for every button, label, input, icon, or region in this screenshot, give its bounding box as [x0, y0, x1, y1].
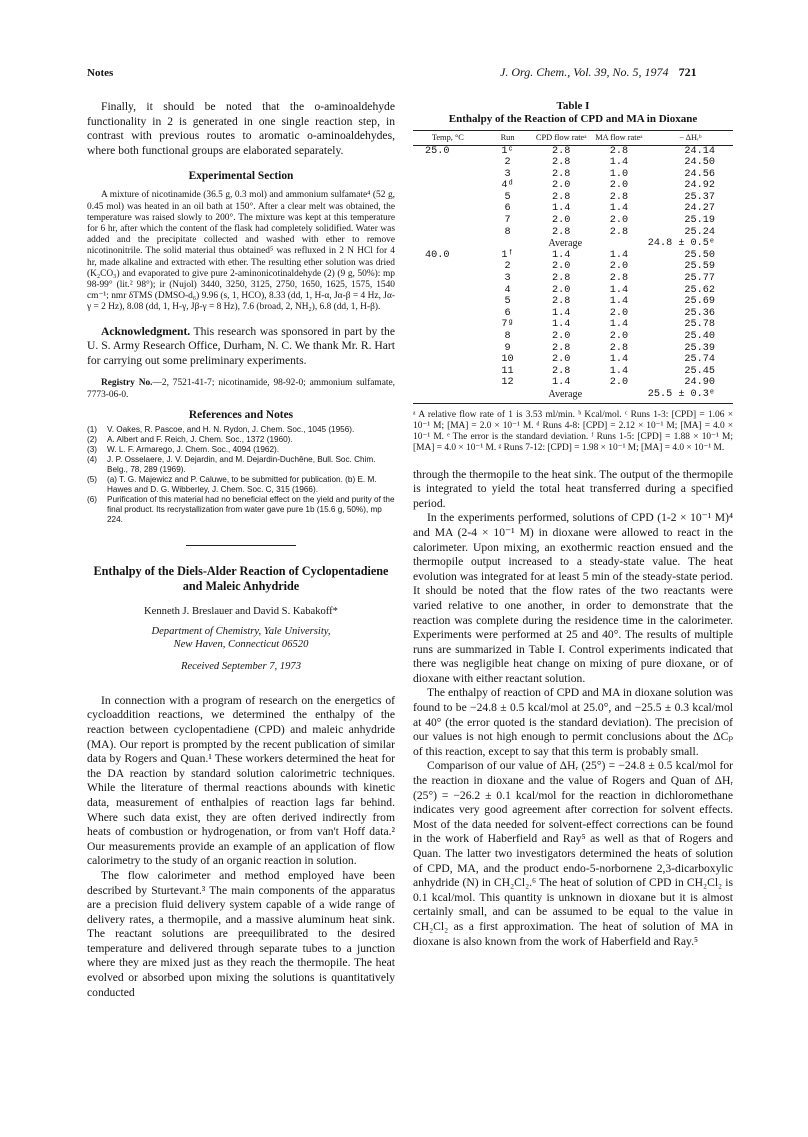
affiliation: Department of Chemistry, Yale University, New Haven, Connecticut 06520: [151, 625, 331, 650]
ma-cell: 2.0: [609, 180, 629, 192]
registry: [87, 378, 395, 400]
table-row: [413, 250, 733, 262]
table-row: [413, 273, 733, 285]
intro-paragraph: Finally, it should be noted that the o-aminoaldehyde functionality in 2 is generated in one single reaction step, in contrast with previous routes to aromatic o-aminoaldehydes, where both functional groups are elaborated separately.: [87, 100, 395, 157]
run-cell: 8: [504, 331, 511, 342]
run-cell: 4ᵈ: [501, 180, 514, 192]
cpd-cell: 2.8: [552, 342, 571, 354]
temp-cell: [413, 169, 483, 181]
enthalpy-cell: 25.59: [684, 261, 715, 273]
ack-text: This research was sponsored in part by the U. S. Army Research Office, Durham, N. C. We thank Mr. R. Hart for carrying out some preliminary experiments.: [87, 324, 395, 367]
temp-cell: [413, 308, 483, 320]
cpd-cell: 2.0: [552, 331, 571, 342]
cpd-cell: 2.8: [552, 145, 571, 157]
temp-cell: 25.0: [425, 145, 450, 157]
enthalpy-cell: 25.77: [684, 273, 715, 285]
run-cell: 8: [504, 226, 511, 238]
table-row: [413, 296, 733, 308]
left-column: [87, 100, 395, 1000]
run-cell: 3: [504, 168, 511, 180]
cpd-cell: 2.0: [552, 354, 571, 366]
acknowledgment: [87, 325, 395, 369]
ma-cell: 1.4: [609, 203, 629, 215]
cpd-cell: 1.4: [552, 319, 571, 331]
enthalpy-cell: 25.19: [684, 215, 715, 227]
body-paragraph: The flow calorimeter and method employed have been described by Sturtevant.³ The main components of the apparatus are a precision fluid delivery system capable of a wide range of delivery rates, a thermopile, and a massive aluminum heat sink. The reactant solutions are preequilibrated to the desired temperature and delivered through separate tubes to a junction where they are mixed just as they reach the thermopile. The heat evolved or absorbed upon mixing the solutions is quantitatively conducted: [87, 868, 395, 999]
temp-cell: [413, 227, 483, 239]
ma-cell: 2.0: [609, 215, 629, 227]
temp-cell: [413, 377, 483, 389]
temp-cell: [413, 180, 483, 192]
cpd-cell: 2.8: [552, 157, 571, 169]
enthalpy-cell: 25.36: [684, 307, 715, 319]
table-row: [413, 343, 733, 355]
body-paragraph: The enthalpy of reaction of CPD and MA in dioxane solution was found to be −24.8 ± 0.5 kcal/mol at 25.0°, and −25.5 ± 0.3 kcal/mol at 40° (the error quoted is the standard deviation). The precision of our values is not high enough to permit conclusions about the ΔCₚ of this reaction, except to say that this term is probably small.: [413, 686, 733, 758]
run-cell: 11: [501, 365, 514, 377]
experimental-heading: Experimental Section: [188, 170, 294, 183]
table-row: [413, 180, 733, 192]
column-header: Temp, °C: [431, 133, 464, 142]
ma-cell: 2.8: [609, 145, 629, 157]
table-label: Table I: [556, 100, 590, 112]
table-row: [413, 203, 733, 215]
temp-cell: [413, 354, 483, 366]
table-row: [413, 389, 733, 403]
run-cell: 9: [504, 342, 511, 354]
enthalpy-table: [413, 130, 733, 404]
column-header: CPD flow rateᵃ: [535, 133, 587, 142]
enthalpy-cell: 25.50: [684, 249, 715, 261]
ma-cell: 2.0: [609, 261, 629, 273]
table-row: [413, 227, 733, 239]
table-row: [413, 377, 733, 389]
average-label: Average: [548, 238, 583, 250]
enthalpy-cell: 25.74: [684, 354, 715, 366]
temp-cell: [413, 157, 483, 169]
table-row: [413, 366, 733, 378]
enthalpy-cell: 25.24: [684, 226, 715, 238]
cpd-cell: 2.8: [552, 191, 571, 203]
ma-cell: 2.0: [609, 331, 629, 342]
ma-cell: 2.8: [609, 342, 629, 354]
average-value: 25.5 ± 0.3ᵉ: [647, 388, 715, 400]
ma-cell: 1.4: [609, 319, 629, 331]
column-header: MA flow rateᵃ: [595, 133, 643, 142]
enthalpy-cell: 25.45: [684, 365, 715, 377]
received-date: Received September 7, 1973: [180, 660, 301, 672]
cpd-cell: 2.8: [552, 273, 571, 285]
enthalpy-cell: 24.50: [684, 157, 715, 169]
run-cell: 4: [504, 284, 511, 296]
ma-cell: 1.4: [609, 249, 629, 261]
run-cell: 2: [504, 157, 511, 169]
ma-cell: 2.8: [609, 191, 629, 203]
table-row: [413, 215, 733, 227]
temp-cell: [413, 285, 483, 297]
ma-cell: 1.4: [609, 296, 629, 308]
ack-label: Acknowledgment.: [101, 324, 191, 338]
enthalpy-cell: 25.78: [684, 319, 715, 331]
enthalpy-cell: 25.39: [684, 342, 715, 354]
temp-cell: [413, 261, 483, 273]
run-cell: 2: [504, 261, 511, 273]
run-cell: 6: [504, 307, 511, 319]
registry-label: Registry No.: [101, 378, 153, 389]
ma-cell: 2.0: [609, 377, 629, 389]
table-row: [413, 331, 733, 343]
running-head-journal: [500, 65, 697, 80]
enthalpy-cell: 25.62: [684, 284, 715, 296]
cpd-cell: 2.8: [552, 365, 571, 377]
temp-cell: [413, 215, 483, 227]
ma-cell: 1.4: [609, 365, 629, 377]
enthalpy-cell: 24.90: [684, 377, 715, 389]
body-paragraph: through the thermopile to the heat sink. The output of the thermopile is integrated to yield the total heat transferred during a specified period.: [413, 467, 733, 510]
average-value: 24.8 ± 0.5ᵉ: [647, 238, 715, 250]
run-cell: 7ᵍ: [501, 319, 514, 331]
running-head-section: Notes: [87, 67, 114, 79]
table-row: [413, 169, 733, 181]
temp-cell: [413, 192, 483, 204]
column-header: Run: [500, 133, 515, 142]
table-row: [413, 145, 733, 157]
cpd-cell: 2.0: [552, 215, 571, 227]
cpd-cell: 1.4: [552, 307, 571, 319]
table-row: [413, 354, 733, 366]
run-cell: 10: [501, 354, 514, 366]
journal-citation: J. Org. Chem., Vol. 39, No. 5, 1974: [500, 65, 669, 79]
temp-cell: [413, 319, 483, 331]
cpd-cell: 2.0: [552, 284, 571, 296]
run-cell: 5: [504, 191, 511, 203]
column-header: − ΔHᵣᵇ: [679, 133, 702, 142]
enthalpy-cell: 24.27: [684, 203, 715, 215]
run-cell: 3: [504, 273, 511, 285]
table-body: [413, 145, 733, 403]
temp-cell: [413, 296, 483, 308]
table-row: [413, 308, 733, 320]
average-label: Average: [548, 388, 583, 400]
body-paragraph: Comparison of our value of ΔHᵣ (25°) = −24.8 ± 0.5 kcal/mol for the reaction in dioxane and the value of Rogers and Quan of ΔHᵣ (25°) = −26.2 ± 0.1 kcal/mol for the reaction in dichloromethane indicates very good agreement after correction for solvent effects. Most of the data needed for solvent-effect corrections can be found in the work of Haberfield and Ray⁵ as well as that of Rogers and Quan. The latter two investigators determined the heats of solution of CPD, MA, and the product endo-5-norbornene 2,3-dicarboxylic anhydride (N) in CH₂Cl₂.⁶ The heat of solution of CPD in CH₂Cl₂ is 0.1 kcal/mol. This quantity is unknown in dioxane but it is almost certainly small, and can be assumed to be equal to the value in CH₂Cl₂ as a first approximation. The heat of solution of MA in dioxane is also known from the work of Haberfield and Ray.⁵: [413, 759, 733, 948]
run-cell: 1ᶜ: [501, 145, 514, 157]
ma-cell: 1.4: [609, 157, 629, 169]
body-paragraph: In the experiments performed, solutions of CPD (1-2 × 10⁻¹ M)⁴ and MA (2-4 × 10⁻¹ M) in dioxane were allowed to react in the calorimeter. Upon mixing, an exothermic reaction ensued and the thermopile output increased to a steady-state value. The heat evolution was integrated for at least 5 min of the steady-state period. It should be noted that the flow rates of the two reactants were varied relative to one another, in order to demonstrate that the reaction was complete during the residence time in the calorimeter. Experiments were performed at 25 and 40°. The results of multiple runs are summarized in Table I. Control experiments indicated that there was negligible heat change on mixing of pure dioxane, or of dioxane with either reactant solution.: [413, 511, 733, 685]
cpd-cell: 1.4: [552, 203, 571, 215]
ma-cell: 2.8: [609, 273, 629, 285]
cpd-cell: 2.0: [552, 261, 571, 273]
run-cell: 6: [504, 203, 511, 215]
table-row: [413, 157, 733, 169]
enthalpy-cell: 24.92: [684, 180, 715, 192]
temp-cell: 40.0: [425, 249, 450, 261]
cpd-cell: 2.8: [552, 168, 571, 180]
ma-cell: 1.4: [609, 284, 629, 296]
cpd-cell: 1.4: [552, 249, 571, 261]
page-number: 721: [678, 65, 697, 79]
temp-cell: [413, 343, 483, 355]
enthalpy-cell: 24.56: [684, 168, 715, 180]
reference-list: [87, 425, 395, 525]
table-row: [413, 319, 733, 331]
registry-text: —2, 7521-41-7; nicotinamide, 98-92-0; ammonium sulfamate, 7773-06-0.: [87, 378, 395, 400]
body-paragraph: In connection with a program of research on the energetics of cycloaddition reactions, we determined the enthalpy of the reaction between cyclopentadiene (CPD) and maleic anhydride (MA). Our report is prompted by the recent publication of similar data by Rogers and Quan.¹ These workers determined the heat for the DA reaction by standard solution calorimetric techniques. While the literature of thermal reactions abounds with kinetic data, measurement of enthalpies of reaction lags far behind. Where such data exist, they are often derived indirectly from heats of combustion or hydrogenation, or from van't Hoff data.² Our measurements provide an example of an application of flow calorimetry to the study of an organic reaction in solution.: [87, 693, 395, 868]
cpd-cell: 2.8: [552, 296, 571, 308]
reference-item: (6) Purification of this material had no beneficial effect on the yield and purity of the final product. Its recrystallization from water gave pure 1b (15.6 g, 50%), mp 224.: [87, 494, 395, 524]
section-divider: [186, 545, 296, 546]
ma-cell: 1.4: [609, 354, 629, 366]
enthalpy-cell: 25.69: [684, 296, 715, 308]
ma-cell: 2.0: [609, 307, 629, 319]
table-title: Enthalpy of the Reaction of CPD and MA in Dioxane: [448, 113, 698, 125]
table-row: [413, 285, 733, 297]
right-column: [413, 100, 733, 949]
reference-item: (3) W. L. F. Armarego, J. Chem. Soc., 4094 (1962).: [87, 444, 280, 454]
cpd-cell: 1.4: [552, 377, 571, 389]
table-row: [413, 238, 733, 250]
ma-cell: 1.0: [609, 168, 629, 180]
cpd-cell: 2.8: [552, 226, 571, 238]
enthalpy-cell: 25.37: [684, 191, 715, 203]
temp-cell: [413, 331, 483, 343]
table-row: [413, 192, 733, 204]
reference-item: (1) V. Oakes, R. Pascoe, and H. N. Rydon, J. Chem. Soc., 1045 (1956).: [87, 424, 355, 434]
article-title: Enthalpy of the Diels-Alder Reaction of Cyclopentadiene and Maleic Anhydride: [93, 563, 389, 593]
authors: Kenneth J. Breslauer and David S. Kabakoff*: [144, 605, 338, 617]
reference-item: (2) A. Albert and F. Reich, J. Chem. Soc., 1372 (1960).: [87, 434, 293, 444]
run-cell: 1ᶠ: [501, 249, 514, 261]
reference-item: (4) J. P. Osselaere, J. V. Dejardin, and M. Dejardin-Duchêne, Bull. Soc. Chim. Belg., 78, 289 (1969).: [87, 454, 376, 474]
cpd-cell: 2.0: [552, 180, 571, 192]
ma-cell: 2.8: [609, 226, 629, 238]
temp-cell: [413, 203, 483, 215]
references-heading: References and Notes: [188, 408, 294, 421]
temp-cell: [413, 273, 483, 285]
table-header-row: [413, 131, 733, 146]
run-cell: 12: [501, 377, 514, 389]
run-cell: 5: [504, 296, 511, 308]
enthalpy-cell: 25.40: [684, 331, 715, 342]
reference-item: (5) (a) T. G. Majewicz and P. Caluwe, to be submitted for publication. (b) E. M. Hawes and D. G. Wibberley, J. Chem. Soc. C, 315 (1966).: [87, 474, 377, 494]
temp-cell: [413, 366, 483, 378]
table-row: [413, 261, 733, 273]
table-footnote: ᵃ A relative flow rate of 1 is 3.53 ml/min. ᵇ Kcal/mol. ᶜ Runs 1-3: [CPD] = 1.06 × 10⁻¹ M; [MA] = 2.0 × 10⁻¹ M. ᵈ Runs 4-8: [CPD] = 2.12 × 10⁻¹ M; [MA] = 4.0 × 10⁻¹ M. ᵉ The error is the standard deviation. ᶠ Runs 1-5: [CPD] = 1.88 × 10⁻¹ M; [MA] = 4.0 × 10⁻¹ M. ᵍ Runs 7-12: [CPD] = 1.98 × 10⁻¹ M; [MA] = 4.0 × 10⁻¹ M.: [413, 409, 733, 453]
experimental-paragraph: A mixture of nicotinamide (36.5 g, 0.3 mol) and ammonium sulfamate⁴ (52 g, 0.45 mol) was heated in an oil bath at 150°. After a clear melt was obtained, the temperature was raised slowly to 200°. The mixture was kept at this temperature for 6 hr, after which the content of the flask had completely solidified. Water was added and the precipitate collected and washed with ether to remove nicotinonitrile. The solid material thus obtained⁵ was refluxed in 2 N HCl for 4 hr, made alkaline and extracted with ether. The resulting ether solution was dried (K₂CO₃) and evaporated to give pure 2-aminonicotinaldehyde (2) (9 g, 50%): mp 98-99° (lit.² 98°); ir (Nujol) 3440, 3250, 3125, 2750, 1650, 1625, 1575, 1540 cm⁻¹; nmr δTMS (DMSO-d₆) 9.96 (s, 1, HCO), 8.33 (dd, 1, H-α, Jα-β = 4 Hz, Jα-γ = 2 Hz), 8.08 (dd, 1, H-γ, Jβ-γ = 8 Hz), 7.6 (broad, 2, NH₂), 6.8 (dd, 1, H-β).: [87, 190, 395, 313]
run-cell: 7: [504, 215, 511, 227]
enthalpy-cell: 24.14: [684, 145, 715, 157]
